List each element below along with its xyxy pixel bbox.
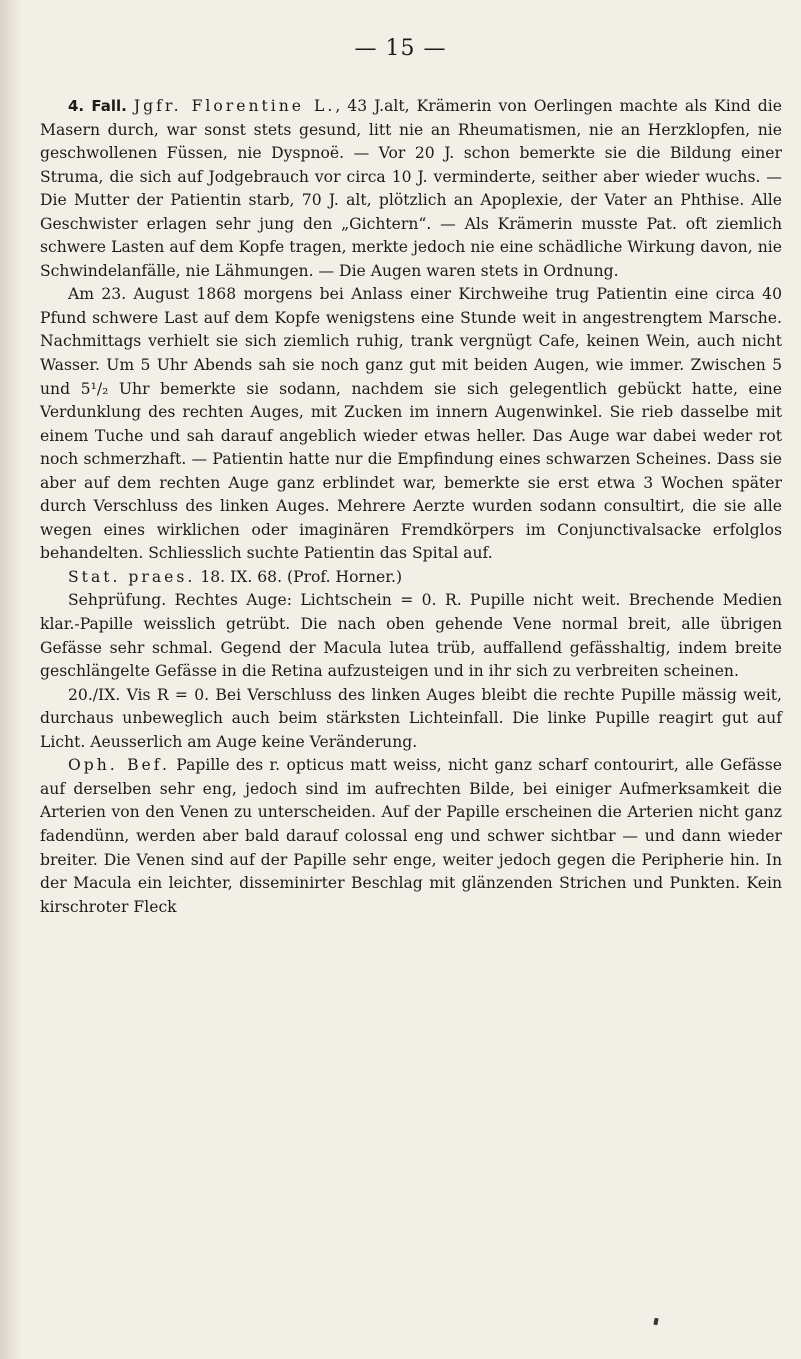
patient-name: Jgfr. Florentine L. <box>133 97 336 115</box>
oph-label: Oph. Bef. <box>68 756 170 775</box>
history-paragraph: Am 23. August 1868 morgens bei Anlass einer Kirchweihe trug Patientin eine circa 40 Pfund schwere Last auf dem Kopfe wenigstens eine Stunde weit in angestrengtem Marsche. Nachmittags verhielt sie sich ziemlich ruhig, trank vergnügt Cafe, keinen Wein, auch nicht Wasser. Um 5 Uhr Abends sah sie noch ganz gut mit beiden Augen, wie immer. Zwischen 5 und 5¹/₂ Uhr bemerkte sie sodann, nachdem sie sich gelegentlich gebückt hatte, eine Verdunklung des rechten Auges, mit Zucken im innern Augenwinkel. Sie rieb dasselbe mit einem Tuche und sah darauf angeblich wieder etwas heller. Das Auge war dabei weder rot noch schmerzhaft. — Patientin hatte nur die Empfindung eines schwarzen Scheines. Dass sie aber auf dem rechten Auge ganz erblindet war, bemerkte sie erst etwa 3 Wochen später durch Verschluss des linken Auges. Mehrere Aerzte wurden sodann consultirt, die sie alle wegen eines wirklichen oder imaginären Fremdkörpers im Conjunctivalsacke erfolglos behandelten. Schliesslich suchte Patientin das Spital auf. <box>40 285 782 563</box>
case-heading: 4. Fall. <box>68 97 127 115</box>
page-number: — 15 — <box>354 36 447 61</box>
case-intro-text: , 43 J.alt, Krämerin von Oerlingen machte als Kind die Masern durch, war sonst stets gesund, litt nie an Rheumatismen, nie an Herzklopfen, nie geschwollenen Füssen, nie Dyspnoë. — Vor 20 J. schon bemerkte sie die Bildung einer Struma, die sich auf Jodgebrauch vor circa 10 J. verminderte, seither aber wieder wuchs. — Die Mutter der Patientin starb, 70 J. alt, plötzlich an Apoplexie, der Vater an Phthise. Alle Geschwister erlagen sehr jung den „Gichtern“. — Als Krämerin musste Pat. oft ziemlich schwere Lasten auf dem Kopfe tragen, merkte jedoch nie eine schädliche Wirkung davon, nie Schwindelanfälle, nie Lähmungen. — Die Augen waren stets in Ordnung. <box>40 97 782 280</box>
status-label: Stat. praes. <box>68 567 196 586</box>
status-date: 18. IX. 68. (Prof. Horner.) <box>195 567 403 586</box>
ophthalmoscopic-paragraph <box>40 754 782 919</box>
page-edge-shadow <box>0 0 22 1359</box>
oph-findings: Papille des r. opticus matt weiss, nicht ganz scharf contourirt, alle Gefässe auf derselben sehr eng, jedoch sind im aufrechten Bilde, bei einiger Aufmerksamkeit die Arterien von den Venen zu unterscheiden. Auf der Papille erscheinen die Arterien nicht ganz fadendünn, werden aber bald darauf colossal eng und schwer sichtbar — und dann wieder breiter. Die Venen sind auf der Papille sehr enge, weiter jedoch gegen die Peripherie hin. In der Macula ein leichter, disseminirter Beschlag mit glänzenden Strichen und Punkten. Kein kirschroter Fleck <box>40 756 783 916</box>
followup-paragraph: 20./IX. Vis R = 0. Bei Verschluss des linken Auges bleibt die rechte Pupille mässig weit, durchaus unbeweglich auch beim stärksten Lichteinfall. Die linke Pupille reagirt gut auf Licht. Aeusserlich am Auge keine Veränderung. <box>40 685 782 751</box>
case-report-text <box>40 95 782 919</box>
status-paragraph <box>40 566 782 590</box>
vision-test-paragraph: Sehprüfung. Rechtes Auge: Lichtschein = 0. R. Pupille nicht weit. Brechende Medien klar.-Papille weisslich getrübt. Die nach oben gehende Vene normal breit, alle übrigen Gefässe sehr schmal. Gegend der Macula lutea trüb, auffallend gefässhaltig, indem breite geschlängelte Gefässe in die Retina aufzusteigen und in ihr sich zu verbreiten scheinen. <box>40 591 782 681</box>
ink-speck <box>653 1318 658 1326</box>
case-intro-paragraph <box>40 95 782 283</box>
